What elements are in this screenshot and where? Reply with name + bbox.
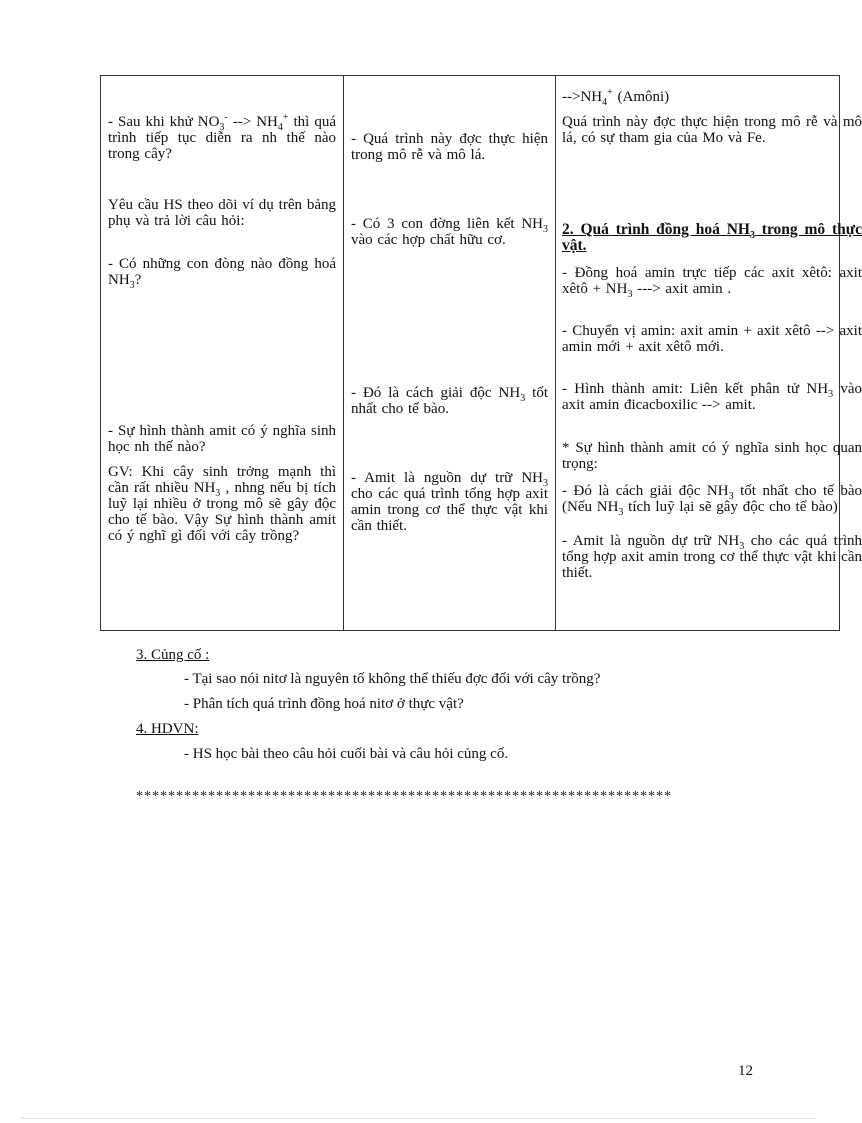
footer-divider: [20, 1118, 816, 1119]
review-question-1: - Tại sao nói nitơ là nguyên tố không thể thiếu đợc đối với cây trồng?: [184, 671, 601, 687]
ammonium-line: $-->NH_4^+$ (Amôni): [562, 87, 670, 108]
question-assimilation-routes: - Có những con đòng nào đồng hoá $NH_3$?: [108, 256, 336, 291]
teacher-explanation: GV: Khi cây sinh trởng mạnh thì cần rất nhiều $NH_3$ , nhng nếu bị tích luỹ lại nhiều ở trong mô sẽ gây độc cho tế bào. Vậy Sự hình thành amit có ý nghĩ gì đối với cây trồng?: [108, 464, 336, 544]
answer-location: - Quá trình này đợc thực hiện trong mô rễ và mô lá.: [351, 131, 548, 163]
column-divider: [343, 76, 344, 630]
process-location-note: Quá trình này đợc thực hiện trong mô rễ và mô lá, có sự tham gia của Mo và Fe.: [562, 114, 862, 146]
page-number: 12: [738, 1063, 753, 1079]
lesson-table: [100, 75, 862, 631]
question-amide-significance: - Sự hình thành amit có ý nghĩa sinh học nh thế nào?: [108, 423, 336, 455]
reserve-note: - Amit là nguồn dự trữ $NH_3$ cho các quá trình tổng hợp axit amin trong cơ thể thực vật khi cần thiết.: [562, 533, 862, 581]
homework-title: 4. HDVN:: [136, 721, 199, 737]
answer-detox: - Đó là cách giải độc $NH_3$ tốt nhất cho tế bào.: [351, 385, 548, 417]
amide-formation: - Hình thành amit: Liên kết phân tử $NH_3$ vào axit amin đicacboxilic --> amit.: [562, 381, 862, 413]
homework-item: - HS học bài theo câu hỏi cuối bài và câu hỏi củng cố.: [184, 746, 509, 762]
detox-note: - Đó là cách giải độc $NH_3$ tốt nhất cho tế bào (Nếu $NH_3$ tích luỹ lại sẽ gây độc cho tế bào): [562, 483, 862, 518]
teacher-instruction: Yêu cầu HS theo dõi ví dụ trên bảng phụ và trả lời câu hỏi:: [108, 197, 336, 229]
amide-significance: * Sự hình thành amit có ý nghĩa sinh học quan trọng:: [562, 440, 862, 472]
transamination: - Chuyển vị amin: axit amin + axit xêtô --> axit amin mới + axit xêtô mới.: [562, 323, 862, 355]
answer-three-routes: - Có 3 con đờng liên kết $NH_3$ vào các hợp chất hữu cơ.: [351, 216, 548, 248]
star-separator: *******************************************************************: [136, 789, 672, 804]
question-after-no3-reduction: - Sau khi khử $NO_3^-$ --> $NH_4^+$ thì quá trình tiếp tục diễn ra nh thế nào trong cây?: [108, 112, 336, 162]
review-question-2: - Phân tích quá trình đồng hoá nitơ ở thực vật?: [184, 696, 464, 712]
answer-reserve: - Amit là nguồn dự trữ $NH_3$ cho các quá trình tổng hợp axit amin trong cơ thể thực vật khi cần thiết.: [351, 470, 548, 534]
column-divider: [555, 76, 556, 630]
direct-amination: - Đồng hoá amin trực tiếp các axit xêtô: axit xêtô + $NH_3$ ---> axit amin .: [562, 265, 862, 300]
review-title: 3. Củng cố :: [136, 647, 210, 663]
section-heading: 2. Quá trình đồng hoá $NH_3$ trong mô thực vật.: [562, 221, 862, 254]
